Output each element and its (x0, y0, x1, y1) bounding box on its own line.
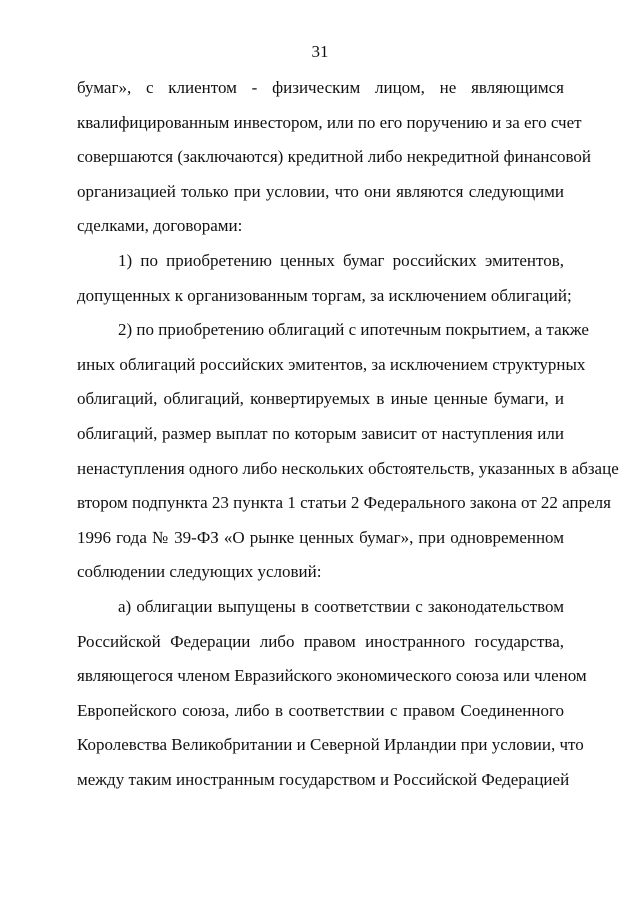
text-line: иных облигаций российских эмитентов, за исключением структурных (77, 354, 586, 374)
text-line: а) облигации выпущены в соответствии с законодательством (118, 597, 564, 616)
text-line: Королевства Великобритании и Северной Ирландии при условии, что (77, 735, 584, 755)
text-line: допущенных к организованным торгам, за исключением облигаций; (77, 285, 572, 305)
text-line: облигаций, размер выплат по которым зависит от наступления или (77, 424, 564, 443)
text-line: 1) по приобретению ценных бумаг российских эмитентов, (118, 251, 564, 270)
text-line: ненаступления одного либо нескольких обстоятельств, указанных в абзаце (77, 458, 619, 478)
text-line: квалифицированным инвестором, или по его поручению и за его счет (77, 112, 582, 132)
text-line: соблюдении следующих условий: (77, 562, 322, 582)
text-line: между таким иностранным государством и Российской Федерацией (77, 770, 570, 789)
text-line: Европейского союза, либо в соответствии с правом Соединенного (77, 700, 564, 720)
text-line: организацией только при условии, что они являются следующими (77, 181, 564, 201)
text-line: 2) по приобретению облигаций с ипотечным покрытием, а также (118, 320, 589, 340)
text-line: 1996 года № 39-ФЗ «О рынке ценных бумаг», при одновременном (77, 527, 564, 547)
text-line: втором подпункта 23 пункта 1 статьи 2 Федерального закона от 22 апреля (77, 493, 611, 513)
text-line: сделками, договорами: (77, 216, 243, 236)
text-line: совершаются (заключаются) кредитной либо некредитной финансовой (77, 147, 592, 167)
text-line: Российской Федерации либо правом иностранного государства, (77, 631, 564, 651)
page-number: 31 (311, 42, 329, 61)
text-line: являющегося членом Евразийского экономического союза или членом (77, 666, 587, 686)
text-line: бумаг», с клиентом - физическим лицом, не являющимся (77, 78, 564, 97)
text-line: облигаций, облигаций, конвертируемых в иные ценные бумаги, и (77, 389, 564, 409)
